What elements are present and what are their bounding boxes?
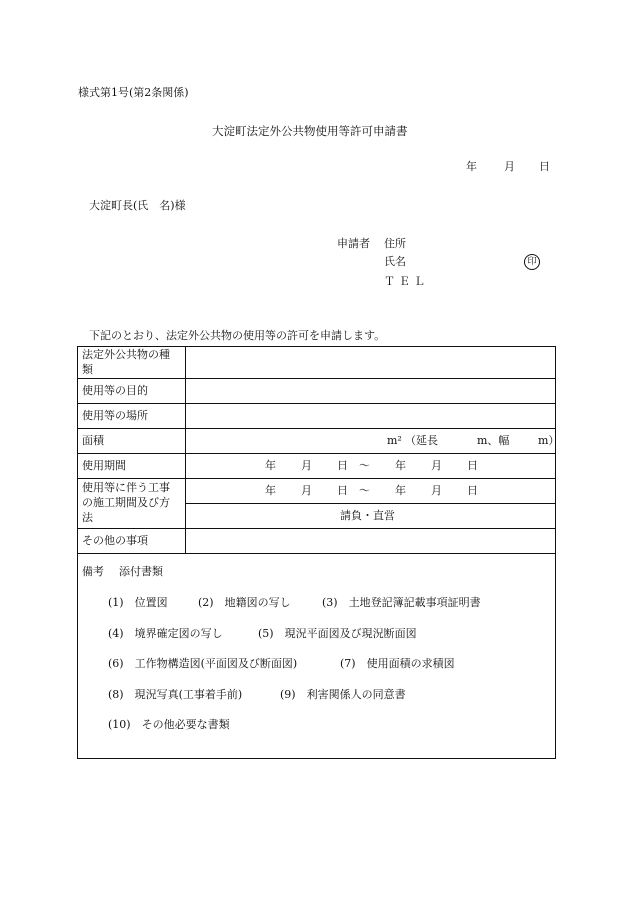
label-construction-line2: の施工期間及び方 — [82, 495, 170, 509]
period-end-year: 年 — [395, 459, 406, 472]
label-construction-line1: 使用等に伴う工事 — [82, 481, 170, 494]
attachment-item-10: (10) その他必要な書類 — [108, 718, 230, 731]
label-construction-line3: 法 — [82, 510, 93, 524]
intro-text: 下記のとおり、法定外公共物の使用等の許可を申請します。 — [89, 329, 386, 342]
attachments-label: 添付書類 — [119, 565, 163, 578]
construction-end-year: 年 — [395, 484, 406, 497]
construction-start-day: 日 — [337, 484, 348, 497]
row-divider — [77, 428, 556, 429]
label-area: 面積 — [82, 434, 104, 447]
remarks-label: 備考 — [82, 565, 104, 578]
period-end-month: 月 — [431, 459, 442, 472]
attachment-item-5: (5) 現況平面図及び現況断面図 — [258, 627, 417, 640]
attachment-item-2: (2) 地籍図の写し — [198, 596, 291, 609]
applicant-address-label: 住所 — [384, 237, 406, 250]
construction-start-month: 月 — [301, 484, 312, 497]
column-divider — [185, 346, 186, 553]
row-divider — [77, 528, 556, 529]
date-month-label: 月 — [504, 160, 515, 173]
date-day-label: 日 — [539, 160, 550, 173]
attachment-item-1: (1) 位置図 — [108, 596, 168, 609]
form-title: 大淀町法定外公共物使用等許可申請書 — [212, 124, 408, 138]
row-divider — [77, 378, 556, 379]
label-type-line1: 法定外公共物の種 — [82, 348, 170, 361]
construction-end-month: 月 — [431, 484, 442, 497]
area-unit: m² — [387, 434, 402, 447]
construction-start-year: 年 — [265, 484, 276, 497]
construction-tilde: ～ — [359, 484, 370, 497]
label-type-line2: 類 — [82, 362, 93, 376]
row-divider — [77, 403, 556, 404]
attachment-item-7: (7) 使用面積の求積図 — [340, 657, 455, 670]
label-period: 使用期間 — [82, 459, 126, 472]
area-width-unit: m） — [538, 434, 560, 447]
construction-end-day: 日 — [467, 484, 478, 497]
row-divider — [77, 478, 556, 479]
label-purpose: 使用等の目的 — [82, 384, 148, 397]
row-divider — [77, 553, 556, 554]
applicant-name-label: 氏名 — [384, 255, 406, 268]
area-length-label: （延長 — [405, 434, 438, 447]
period-tilde: ～ — [359, 459, 370, 472]
addressee: 大淀町長(氏 名)様 — [89, 199, 186, 212]
attachment-item-9: (9) 利害関係人の同意書 — [280, 688, 406, 701]
row-divider — [185, 503, 556, 504]
application-table — [77, 346, 560, 759]
seal-mark — [524, 254, 540, 270]
applicant-tel-label: ＴＥＬ — [384, 275, 429, 288]
seal-icon: 印 — [524, 254, 540, 270]
label-construction — [82, 481, 170, 526]
form-number: 様式第1号(第2条関係) — [78, 86, 189, 99]
area-length-unit: m、幅 — [477, 434, 510, 447]
attachment-item-8: (8) 現況写真(工事着手前) — [108, 688, 243, 701]
row-divider — [77, 453, 556, 454]
attachment-item-6: (6) 工作物構造図(平面図及び断面図) — [108, 657, 298, 670]
date-year-label: 年 — [466, 160, 477, 173]
attachment-item-3: (3) 土地登記簿記載事項証明書 — [322, 596, 481, 609]
period-start-month: 月 — [301, 459, 312, 472]
label-type — [82, 348, 170, 378]
period-start-year: 年 — [265, 459, 276, 472]
period-start-day: 日 — [337, 459, 348, 472]
label-other: その他の事項 — [82, 534, 148, 547]
period-end-day: 日 — [467, 459, 478, 472]
construction-method: 請負・直営 — [340, 509, 395, 522]
applicant-label: 申請者 — [337, 237, 370, 250]
label-place: 使用等の場所 — [82, 409, 148, 422]
attachment-item-4: (4) 境界確定図の写し — [108, 627, 223, 640]
